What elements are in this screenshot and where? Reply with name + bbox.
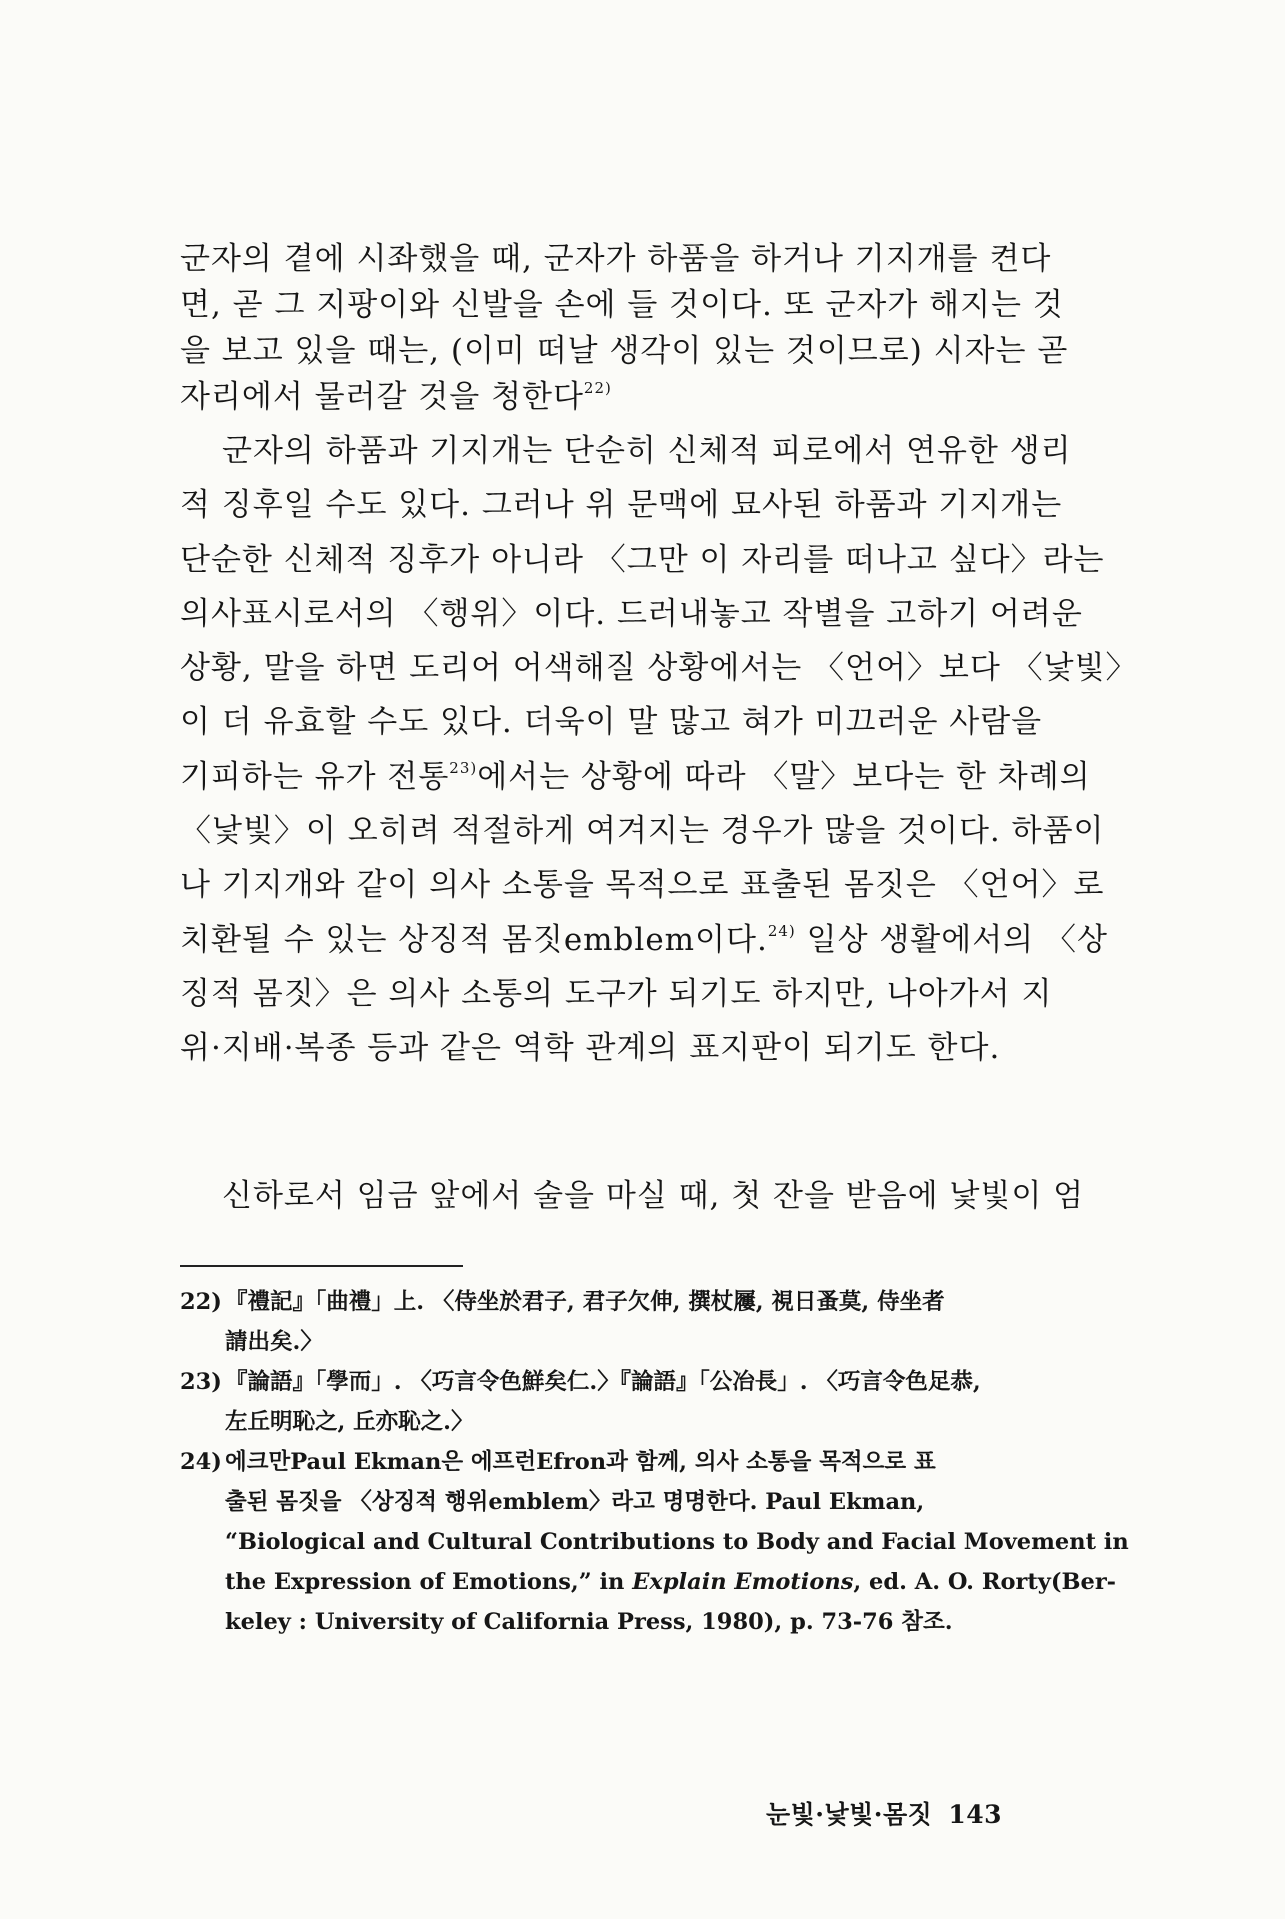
paragraph-line <box>180 913 1108 967</box>
book-title: Explain Emotions <box>632 1569 854 1595</box>
footnote-text: keley : University of California Press, 1980), p. 73-76 참조. <box>225 1609 953 1635</box>
footnote-divider <box>180 1265 463 1267</box>
footnote-text: 請出矣.〉 <box>225 1329 323 1355</box>
running-footer <box>766 1795 1002 1831</box>
paragraph-text: 일상 생활에서의 〈상 <box>795 921 1108 958</box>
paragraph-line: 군자의 하품과 기지개는 단순히 신체적 피로에서 연유한 생리 <box>222 433 1072 469</box>
footnote-number: 23) <box>180 1369 222 1395</box>
body-paragraph <box>180 424 1138 1076</box>
footnote-text <box>180 1562 1117 1602</box>
footnote-text: 에크만Paul Ekman은 에프런Efron과 함께, 의사 소통을 목적으로 표 <box>225 1449 936 1475</box>
paragraph-line: 위·지배·복종 등과 같은 역학 관계의 표지판이 되기도 한다. <box>180 1030 1001 1067</box>
paragraph-line: 적 징후일 수도 있다. 그러나 위 문맥에 묘사된 하품과 기지개는 <box>180 487 1063 524</box>
footnote-23 <box>180 1362 1080 1442</box>
footnote-ref-23: 23) <box>449 758 478 777</box>
paragraph-line: 상황, 말을 하면 도리어 어색해질 상황에서는 〈언어〉보다 〈낯빛〉 <box>180 650 1138 687</box>
paragraph-line: 〈낯빛〉이 오히려 적절하게 여겨지는 경우가 많을 것이다. 하품이 <box>180 813 1105 850</box>
paragraph-line: 나 기지개와 같이 의사 소통을 목적으로 표출된 몸짓은 〈언어〉로 <box>180 867 1105 904</box>
footnote-text: 左丘明恥之, 丘亦恥之.〉 <box>225 1409 474 1435</box>
footnote-ref-24: 24) <box>767 921 796 940</box>
quote-text: 자리에서 물러갈 것을 청한다 <box>180 379 584 415</box>
paragraph-text: 치환될 수 있는 상징적 몸짓emblem이다. <box>180 921 768 958</box>
quote-line <box>180 374 1080 420</box>
footnote-22 <box>180 1282 1080 1362</box>
footnote-number: 24) <box>180 1449 222 1475</box>
paragraph-text: 기피하는 유가 전통 <box>180 758 450 795</box>
footnote-number: 22) <box>180 1289 222 1315</box>
paragraph-line: 의사표시로서의 〈행위〉이다. 드러내놓고 작별을 고하기 어려운 <box>180 595 1083 632</box>
paragraph-text: 에서는 상황에 따라 〈말〉보다는 한 차례의 <box>477 758 1091 795</box>
paragraph-line: 징적 몸짓〉은 의사 소통의 도구가 되기도 하지만, 나아가서 지 <box>180 975 1053 1012</box>
quote-line: 면, 곧 그 지팡이와 신발을 손에 들 것이다. 또 군자가 해지는 것 <box>180 287 1064 323</box>
block-quote-1 <box>180 236 1080 420</box>
running-title: 눈빛·낯빛·몸짓 <box>766 1800 933 1829</box>
footnote-text: “Biological and Cultural Contributions to Body and Facial Movement in <box>225 1529 1129 1555</box>
paragraph-line: 단순한 신체적 징후가 아니라 〈그만 이 자리를 떠나고 싶다〉라는 <box>180 541 1105 578</box>
footnote-text: 『論語』「學而」. 〈巧言令色鮮矣仁.〉『論語』「公冶長」. 〈巧言令色足恭, <box>225 1369 981 1395</box>
footnote-ref-22: 22) <box>583 379 612 397</box>
block-quote-2 <box>180 1173 1085 1219</box>
quote-line: 을 보고 있을 때는, (이미 떠날 생각이 있는 것이므로) 시자는 곧 <box>180 333 1069 369</box>
page-number: 143 <box>948 1800 1002 1829</box>
footnote-text: , ed. A. O. Rorty(Ber- <box>853 1569 1117 1595</box>
quote-line: 신하로서 임금 앞에서 술을 마실 때, 첫 잔을 받음에 낯빛이 엄 <box>222 1178 1085 1214</box>
footnote-24 <box>180 1442 1129 1642</box>
footnote-text: the Expression of Emotions,” in <box>225 1569 633 1595</box>
footnote-text: 출된 몸짓을 〈상징적 행위emblem〉라고 명명한다. Paul Ekman, <box>225 1489 925 1515</box>
footnote-text: 『禮記』「曲禮」上. 〈侍坐於君子, 君子欠伸, 撰杖屨, 視日蚤莫, 侍坐者 <box>225 1289 945 1315</box>
quote-line: 군자의 곁에 시좌했을 때, 군자가 하품을 하거나 기지개를 켠다 <box>180 241 1052 277</box>
paragraph-line: 이 더 유효할 수도 있다. 더욱이 말 많고 혀가 미끄러운 사람을 <box>180 704 1043 741</box>
paragraph-line <box>180 750 1091 804</box>
